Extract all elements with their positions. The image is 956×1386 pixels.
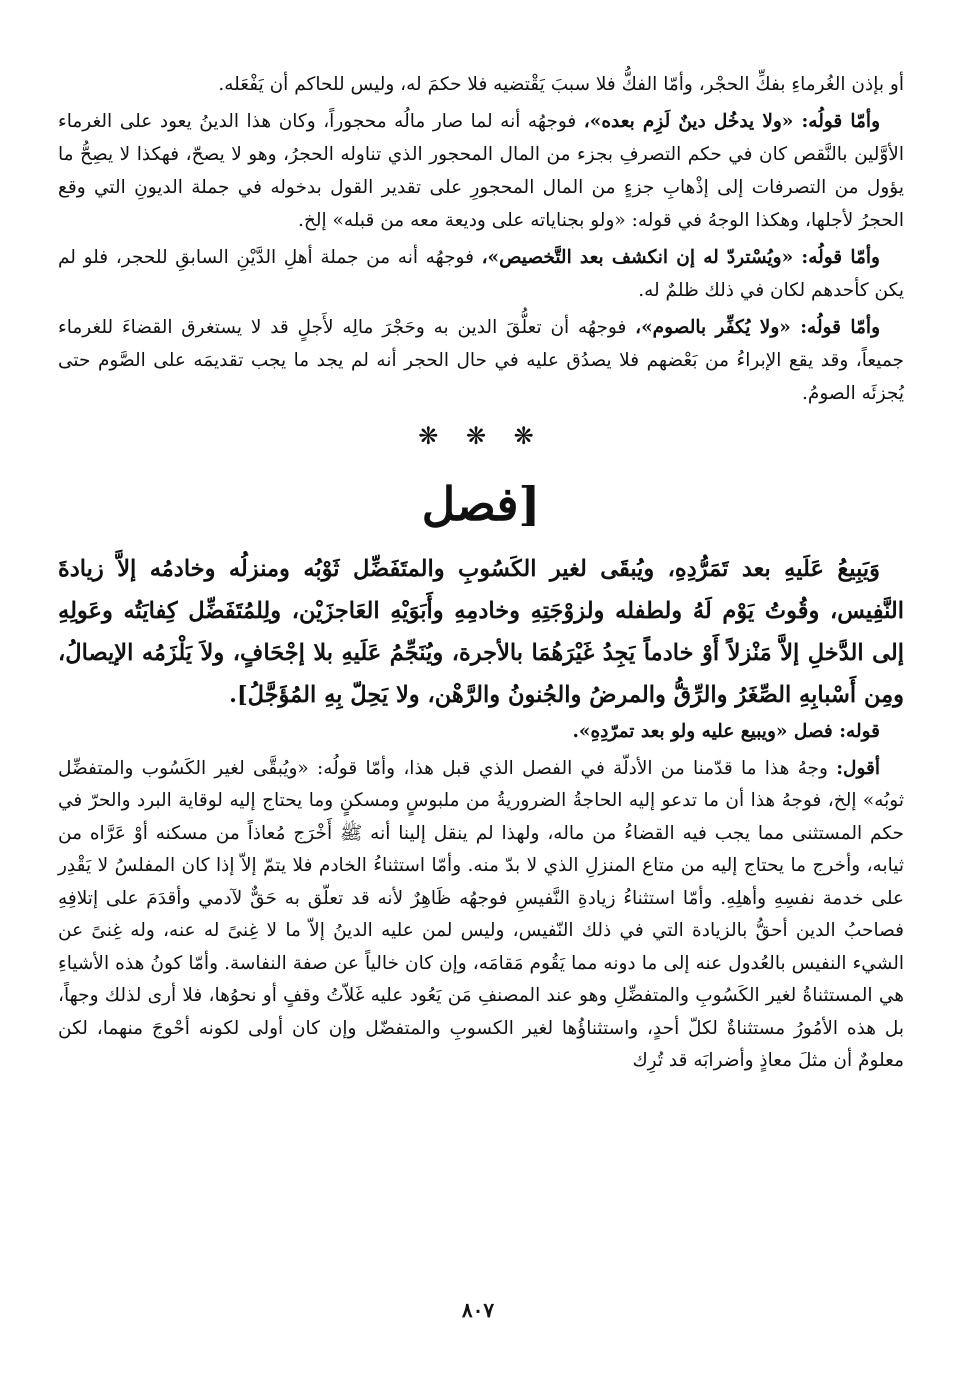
commentary-body <box>58 753 904 1078</box>
paragraph-text: فوجهُه أنه لما صار مالُه محجوراً، وكان هذا الدينُ يعود على الغرماء الأوَّلين بالنَّقص كان في حكم التصرفِ بجزء من المال المحجور الذي تناوله الحجرُ، وهو لا يصحّ، فهكذا لا يصِحُّ ما يؤول من التصرفات إلى إذْهابِ جزءٍ من المال المحجورِ على تقدير القول بدخوله في جملة الديونِ التي وقع الحجرُ لأجلها، وهكذا الوجهُ في قوله: «ولو بجناياته على وديعة معه من قبله» إلخ. <box>58 111 904 231</box>
paragraph-lead: وأمّا قولُه: «ولا يُكفِّر بالصوم»، <box>635 317 881 338</box>
paragraph-continuation <box>58 68 904 101</box>
top-section <box>58 68 904 410</box>
paragraph-text: وجهُ هذا ما قدّمنا من الأدلّة في الفصل الذي قبل هذا، وأمّا قولُه: «ويُبقَّى لغير الكَسُوب والمتفضِّل ثوبُه» إلخ، فوجهُ هذا أن ما تدعو إليه الحاجةُ الضروريةُ من ملبوسٍ ومسكنٍ وما يحتاج إليه لوقاية البرد والحرّ في حكم المستثنى مما يجب فيه القضاءُ من ماله، ولهذا لم ينقل إلينا أنه ﷺ أَخْرَج مُعاذاً من مسكنه أوْ عَرَّاه من ثيابه، وأخرج ما يحتاج إليه من متاع المنزلِ الذي لا بدّ منه. وأمّا استثناءُ الخادم فلا يتمّ إلاّ إذا كان المفلسُ لا يَقْدِر على خدمة نفسِهِ وأهلِهِ. وأمّا استثناءُ زيادةِ النَّفيسِ فوجهُه ظَاهِرٌ لأنه قد تعلّق به حَقٌّ لآدمي وأقدَمَ على إتلافِهِ فصاحبُ الدين أحقُّ بالزيادة التي في ذلك النّفيس، وليس لمن عليه الدينُ إلاّ ما لا غِنىً له عنه، وله غِنىً عن الشيء النفيس بالعُدول عنه إلى ما دونه مما يَقُوم مَقامَه، وإن كان خالياً عن صفة النفاسة. وأمّا كونُ هذه الأشياءِ هي المستثناةُ لغير الكَسُوبِ والمتفضِّلِ وهو عند المصنفِ مَن يَعُود عليه غَلاّتُ وقفٍ أو نحوُها، فلا أرى لذلك وجهاً، بل هذه الأمُورُ مستثناةٌ لكلّ أحدٍ، واستثناؤُها لغير الكسوبِ والمتفضّل وإن كان أولى لكونه أحْوجَ منهما، لكن معلومٌ أن مثلَ معاذٍ وأضرابَه قد تُرِك <box>58 757 904 1071</box>
page-number: ٨٠٧ <box>461 1298 495 1322</box>
paragraph-lead: قوله: فصل «ويبيع عليه ولو بعد تمرّدِهِ». <box>572 721 880 742</box>
paragraph-text: أو بإذن الغُرماءِ بفكِّ الحجْر، وأمّا الفكُّ فلا سببَ يَقْتضيه فلا حكمَ له، وليس للحاكم أن يَفْعَله. <box>218 74 904 95</box>
paragraph-lead: أقول: <box>836 757 880 779</box>
paragraph-commentary <box>58 311 904 410</box>
section-divider-ornament: ❋ ❋ ❋ <box>418 422 544 450</box>
commentary-quote <box>58 716 904 749</box>
book-page <box>58 68 904 1326</box>
commentary-section <box>58 716 904 1078</box>
section-heading: [فصل <box>421 477 541 531</box>
paragraph-commentary <box>58 105 904 237</box>
paragraph-lead: وأمّا قولُه: «ولا يدخُل دينٌ لَزِم بعده»، <box>583 111 880 132</box>
paragraph-text: فوجهُه أنه من جملة أهلِ الدَّيْنِ السابقِ للحجر، فلو لم يكن كأحدهم لكان في ذلك ظلمٌ له. <box>58 247 904 301</box>
paragraph-lead: وأمّا قولُه: «ويُسْتردّ له إن انكشف بعد التَّخصيص»، <box>481 247 880 268</box>
paragraph-text: فوجهُه أن تعلُّقَ الدين به وحَجْرَ مالِه لأَجلٍ قد لا يستغرق القضاءَ للغرماء جميعاً، وقد يقع الإبراءُ من بَعْضهم فلا يصدُق عليه في حال الحجر أنه لم يجد ما يجب تقديمَه على الصَّوم حتى يُجزئَه الصومُ. <box>58 317 904 404</box>
paragraph-commentary <box>58 241 904 307</box>
main-text-block: وَيَبِيعُ عَلَيهِ بعد تَمَرُّدِهِ، ويُبقَى لغير الكَسُوبِ والمتَفَضِّل ثَوْبُه ومنزلُه وخادمُه إلاَّ زيادةَ النَّفِيس، وقُوتُ يَوْم لَهُ ولطفله ولزوْجَتِهِ وخادمِهِ وأَبَوَيْهِ العَاجزَيْن، ولِلمُتَفَضِّل كِفايَتُه وعَولِهِ إلى الدَّخلِ إلاَّ مَنْزلاً أَوْ خادماً يَجِدُ غَيْرَهُمَا بالأجرة، ويُنَجِّمُ عَلَيهِ بلا إجْحَافٍ، ولاَ يَلْزَمُه الإيصالُ، ومِن أَسْبابِهِ الصِّغَرُ والرِّقُّ والمرضُ والجُنونُ والرَّهْن، ولا يَحِلّ بِهِ المُؤَجَّلُ]. <box>58 556 904 708</box>
